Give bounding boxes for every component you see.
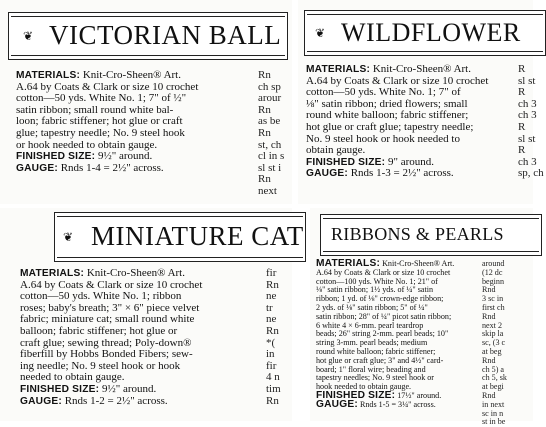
column-fragment-line: ch 5, sk — [482, 373, 507, 383]
column-fragment-line: sc in n — [482, 408, 504, 418]
column-fragment-line: at begi — [482, 382, 504, 392]
field-text: Rnds 1-3 = 2½" across. — [347, 167, 454, 180]
field-text: A.64 by Coats & Clark or size 10 crochet — [20, 278, 203, 291]
column-fragment-line: ne — [266, 313, 277, 326]
column-fragment-line: ch 3 — [518, 155, 537, 168]
column-fragment-line: Rnd — [482, 390, 496, 400]
column-fragment-line: Rn — [266, 278, 279, 291]
field-text: 17½" around. — [395, 390, 442, 400]
column-fragment-line: Rn — [258, 126, 271, 139]
pattern-title: WILDFLOWER — [341, 18, 521, 47]
field-text: cotton—50 yds. White No. 1; 7" of ½" — [16, 92, 187, 105]
field-label: MATERIALS: — [316, 258, 381, 269]
field-text: Rnds 1-2 = 2½" across. — [61, 394, 168, 407]
column-fragment-line: fir — [266, 359, 277, 372]
title-frame — [304, 10, 546, 56]
column-fragment-line: ch sp — [258, 80, 281, 93]
field-label: MATERIALS: — [306, 64, 371, 75]
field-text: ⅛" satin ribbon; 1½ yds. of ¼" satin — [316, 285, 433, 295]
column-fragment-line: skip la — [482, 329, 504, 339]
ornament-icon: ❦ — [63, 230, 74, 244]
column-fragment-line: R — [518, 63, 526, 75]
field-text: Rnds 1-4 = 2½" across. — [57, 161, 164, 174]
field-text: fabric; miniature cat; small round white — [20, 313, 195, 326]
column-fragment-line: in next — [482, 399, 505, 409]
field-label: FINISHED SIZE: — [316, 389, 396, 401]
column-fragment-line: Rn — [266, 394, 279, 407]
column-fragment-line: 3 sc in — [482, 294, 504, 304]
ornament-icon: ❦ — [315, 26, 326, 40]
column-fragment-line: Rn — [258, 173, 271, 186]
field-text: obtain gauge. — [306, 144, 366, 157]
field-text: satin ribbon; small round white bal- — [16, 103, 174, 116]
column-fragment-line: first ch — [482, 302, 505, 312]
next-column-fragment — [258, 70, 284, 198]
column-fragment-line: tim — [266, 382, 281, 395]
field-label: FINISHED SIZE: — [20, 383, 100, 395]
column-fragment-line: at beg — [482, 346, 502, 356]
column-fragment-line: around — [482, 259, 505, 268]
column-fragment-line: 4 n — [266, 371, 280, 384]
column-fragment-line: next — [258, 184, 277, 197]
field-text: craft glue; sewing thread; Poly-down® — [20, 336, 192, 349]
column-fragment-line: (12 dc — [482, 267, 503, 277]
field-label: GAUGE: — [316, 398, 358, 410]
column-fragment-line: ch 3 — [518, 97, 537, 110]
column-fragment-line: Rnd — [482, 311, 496, 321]
field-text: A.64 by Coats & Clark or size 10 crochet — [16, 80, 199, 93]
body-line — [16, 163, 198, 175]
field-text: Knit-Cro-Sheen® Art. — [84, 267, 185, 279]
field-text: round white balloon; fabric stiffener; — [316, 346, 436, 356]
column-fragment-line: arour — [258, 92, 282, 105]
field-text: loon; fabric stiffener; hot glue or craft — [16, 115, 183, 128]
field-label: GAUGE: — [20, 395, 62, 407]
column-fragment-line: Rn — [258, 69, 271, 81]
field-label: GAUGE: — [16, 162, 58, 174]
column-fragment-line: sp, ch — [518, 167, 544, 180]
title-frame — [54, 212, 306, 262]
column-fragment-line: fir — [266, 267, 277, 279]
field-text: Rnds 1-5 = 3¼" across. — [357, 399, 436, 409]
column-fragment-line: R — [518, 86, 526, 99]
field-label: FINISHED SIZE: — [306, 156, 386, 168]
field-text: 9½" around. — [99, 382, 157, 395]
field-text: 6 white 4 × 6-mm. pearl teardrop — [316, 320, 424, 330]
field-text: string 3-mm. pearl beads; medium — [316, 338, 428, 348]
column-fragment-line: sl st i — [258, 161, 282, 174]
field-text: balloon; fabric stiffener; hot glue or — [20, 324, 178, 337]
title-frame — [320, 214, 542, 256]
field-text: No. 9 steel hook or hook needed to — [306, 132, 460, 145]
column-fragment-line: Rn — [258, 103, 271, 116]
column-fragment-line: *( — [266, 336, 276, 349]
body-line — [306, 168, 488, 180]
field-text: glue; tapestry needle; No. 9 steel hook — [16, 126, 185, 139]
column-fragment-line: sl st — [518, 132, 536, 145]
column-fragment-line: sl st — [518, 74, 536, 87]
column-fragment-line: cl in s — [258, 150, 285, 163]
field-text: cotton—100 yds. White No. 1; 21" of — [316, 276, 438, 286]
column-fragment-line: sc, (3 c — [482, 338, 506, 348]
field-label: MATERIALS: — [16, 70, 81, 81]
pattern-body — [306, 64, 488, 180]
field-text: A.64 by Coats & Clark or size 10 crochet — [316, 267, 451, 277]
field-label: MATERIALS: — [20, 268, 85, 279]
column-fragment-line: Rn — [266, 324, 279, 337]
field-text: cotton—50 yds. White No. 1; ribbon — [20, 290, 182, 303]
field-text: A.64 by Coats & Clark or size 10 crochet — [306, 74, 489, 87]
field-text: ribbon; 1 yd. of ⅛" crown-edge ribbon; — [316, 294, 444, 304]
field-text: needed to obtain gauge. — [20, 371, 125, 384]
field-text: tapestry needles; No. 9 steel hook or — [316, 373, 435, 383]
column-fragment-line: R — [518, 120, 526, 133]
next-column-fragment — [518, 64, 544, 180]
ornament-icon: ❦ — [23, 29, 34, 43]
title-frame — [8, 12, 288, 60]
pattern-body — [20, 268, 202, 407]
column-fragment-line: as be — [258, 115, 281, 128]
field-text: or hook needed to obtain gauge. — [16, 138, 158, 151]
pattern-body — [16, 70, 198, 174]
field-text: hot glue or craft glue; 3" and 4½" card- — [316, 355, 444, 365]
column-fragment-line: Rnd — [482, 355, 496, 365]
field-text: ing needle; No. 9 steel hook or hook — [20, 359, 181, 372]
column-fragment-line: ch 5) a — [482, 364, 505, 374]
panel-victorian-ball — [0, 0, 292, 204]
field-text: 2 yds. of ⅛" satin ribbon; 5" of ¼" — [316, 302, 428, 312]
field-label: GAUGE: — [306, 168, 348, 180]
body-line — [20, 396, 202, 408]
field-text: hot glue or craft glue; tapestry needle; — [306, 120, 474, 133]
field-text: board; 1" floral wire; beading and — [316, 364, 426, 374]
panel-miniature-cat — [0, 208, 304, 421]
pattern-title: RIBBONS & PEARLS — [331, 224, 504, 244]
next-column-fragment — [266, 268, 281, 407]
field-text: Knit-Cro-Sheen® Art. — [370, 63, 471, 75]
column-fragment-line: next 2 — [482, 320, 503, 330]
field-text: satin ribbon; 28" of ¼" picot satin ribbon; — [316, 311, 452, 321]
pattern-title: VICTORIAN BALL — [49, 20, 282, 50]
field-text: round white balloon; fabric stiffener; — [306, 109, 469, 122]
column-fragment-line: st, ch — [258, 138, 282, 151]
column-fragment-line: beginn — [482, 276, 505, 286]
column-fragment-line: tr — [266, 301, 273, 314]
column-fragment-line: R — [518, 144, 526, 157]
field-text: Knit-Cro-Sheen® Art. — [80, 69, 181, 81]
field-text: cotton—50 yds. White No. 1; 7" of — [306, 86, 461, 99]
body-line — [316, 398, 454, 410]
field-text: hook needed to obtain gauge. — [316, 382, 412, 392]
column-fragment-line: ne — [266, 290, 277, 303]
pattern-title: MINIATURE CAT — [91, 221, 304, 251]
field-text: ⅛" satin ribbon; dried flowers; small — [306, 97, 468, 110]
field-text: 9½" around. — [95, 150, 153, 163]
panel-wildflower — [298, 0, 544, 204]
field-text: roses; baby's breath; 3" × 6" piece velvet — [20, 301, 200, 314]
field-text: 9" around. — [385, 155, 435, 168]
column-fragment-line: Rnd — [482, 285, 496, 295]
pattern-body — [316, 260, 454, 410]
column-fragment-line: ch 3 — [518, 109, 537, 122]
field-text: fiberfill by Hobbs Bonded Fibers; sew- — [20, 348, 193, 361]
panel-ribbons-pearls — [310, 208, 533, 427]
column-fragment-line: in — [266, 348, 275, 361]
column-fragment-line: st in be — [482, 417, 506, 427]
field-label: FINISHED SIZE: — [16, 151, 96, 163]
field-text: beads; 26" string 2-mm. pearl beads; 10" — [316, 329, 449, 339]
next-column-fragment — [482, 260, 507, 427]
field-text: Knit-Cro-Sheen® Art. — [380, 259, 455, 268]
